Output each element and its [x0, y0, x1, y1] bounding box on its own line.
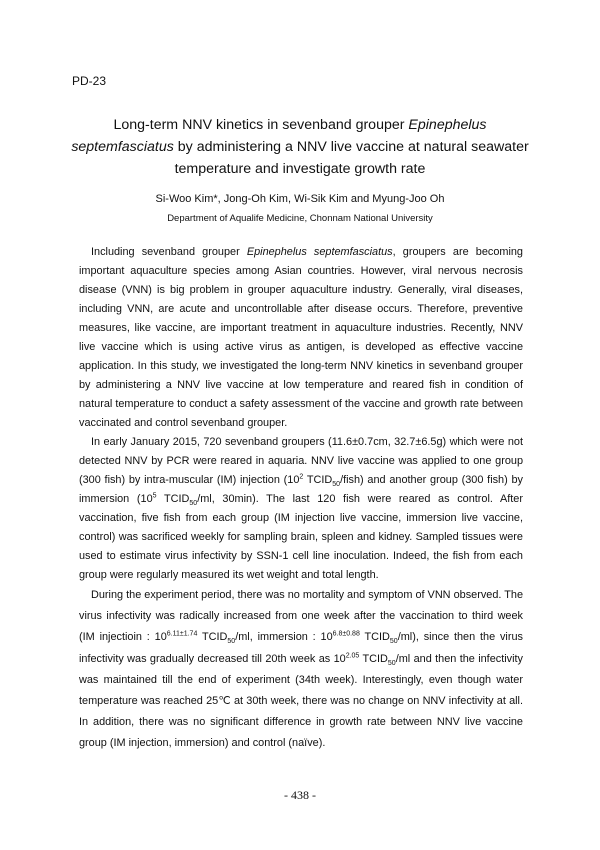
paragraph-introduction: Including sevenband grouper Epinephelus septemfasciatus, groupers are becoming important aquaculture species among Asian countries. However, viral nervous necrosis disease (VNN) is big problem in grouper aquaculture industry. Generally, viral diseases, including VNN, are acute and uncontrollable after disease occurs. Therefore, preventive measures, like vaccine, are important treatment in aquaculture industries. Recently, NNV live vaccine which is using active virus as antigen, is developed as effective vaccine application. In this study, we investigated the long-term NNV kinetics in sevenband grouper by administering a NNV live vaccine at low temperature and reared fish in condition of natural temperature to conduct a safety assessment of the vaccine and growth rate between vaccinated and control sevenband grouper.	[79, 246, 523, 429]
page-number: - 438 -	[284, 788, 316, 802]
paragraph-results: During the experiment period, there was no mortality and symptom of VNN observed. The virus infectivity was radically increased from one week after the vaccination to third week (IM injectioin : $10^{6.11\pm 1.74}$ $TCID_{50}/ml$, immersion : $10^{6.8\pm 0.88}$ $TCID_{50}/ml$), since then the virus infectivity was gradually decreased till 20th week as $10^{2.05}$ $TCID_{50}/ml$ and then the infectivity was maintained till the end of experiment (34th week). Interestingly, even though water temperature was reached 25℃ at 30th week, there was no change on NNV infectivity at all. In addition, there was no significant difference in growth rate between NNV live vaccine group (IM injection, immersion) and control (naïve).	[79, 589, 523, 750]
abstract-body	[79, 243, 523, 755]
author-list: Si-Woo Kim*, Jong-Oh Kim, Wi-Sik Kim and Myung-Joo Oh	[155, 193, 445, 205]
affiliation: Department of Aqualife Medicine, Chonnam National University	[167, 213, 433, 224]
title-text: Long-term NNV kinetics in sevenband grouper	[113, 117, 409, 133]
paper-title	[70, 114, 530, 180]
title-species-name: Epinephelus septemfasciatus	[71, 117, 487, 155]
title-text-rest: by administering a NNV live vaccine at natural seawater temperature and investigate growth rate	[173, 139, 529, 177]
poster-code: PD-23	[72, 74, 107, 88]
paragraph-methods: In early January 2015, 720 sevenband groupers (11.6±0.7cm, 32.7±6.5g) which were not detected NNV by PCR were reared in aquaria. NNV live vaccine was applied to one group (300 fish) by intra-muscular (IM) injection ($10^2$ $TCID_{50}/fish$) and another group (300 fish) by immersion ($10^5$ $TCID_{50}/ml$, 30min). The last 120 fish were reared as control. After vaccination, five fish from each group (IM injection live vaccine, immersion live vaccine, control) was sacrificed weekly for sampling brain, spleen and kidney. Sampled tissues were used to estimate virus infectivity by SSN-1 cell line inoculation. Indeed, the fish from each group were regularly measured its wet weight and total length.	[79, 436, 523, 581]
species-name: Epinephelus septemfasciatus	[246, 246, 393, 258]
